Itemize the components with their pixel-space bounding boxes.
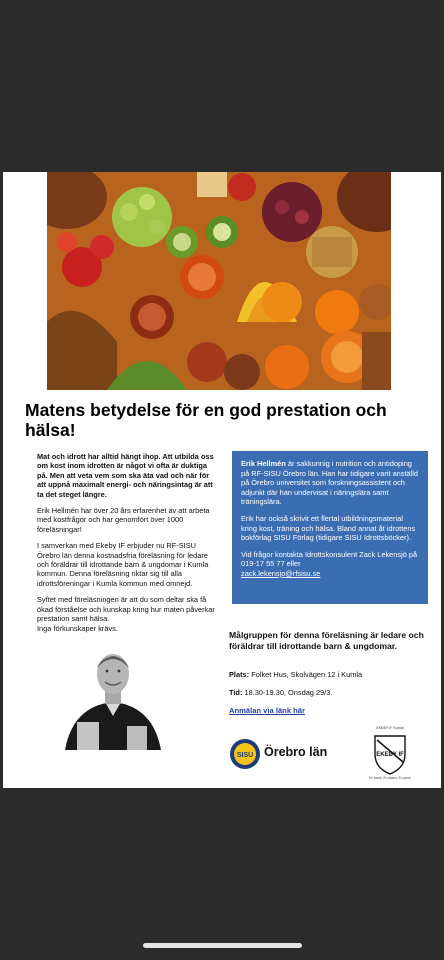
- time-info: [229, 688, 429, 697]
- ekeby-if-logo: [365, 726, 415, 782]
- description-column: [37, 452, 219, 640]
- ekeby-shield-icon: [365, 732, 415, 776]
- speaker-publications: Erik har också skrivit ett flertal utbildningsmaterial kring kost, träning och hälsa. Bland annat åt idrottens bokförlag SISU Förlag (tidigare SISU Idrottsböcker).: [241, 513, 416, 543]
- target-group-text: Målgruppen för denna föreläsning är ledare och föräldrar till idrottande barn & ungdomar.: [229, 630, 424, 651]
- sisu-badge-text: SISU: [236, 752, 254, 759]
- food-hero-image: [47, 172, 391, 390]
- purpose-paragraph: Syftet med föreläsningen är att du som deltar ska få ökad förståelse och kunskap kring hur maten påverkar prestation samt hälsa.: [37, 595, 215, 624]
- time-value: 18.30-19.30, Onsdag 29/3.: [242, 688, 333, 697]
- collaboration-paragraph: I samverkan med Ekeby IF erbjuder nu RF-SISU Örebro län denna kostnadsfria föreläsning för ledare och föräldrar till idrottande barn & ungdomar i Kumla kommun. Denna föreläsning riktar sig till alla idrottsföreningar i Kumla kommun med omnejd.: [37, 541, 209, 588]
- contact-text: Vid frågor kontakta Idrottskonsulent Zack Lekensjö på 019-17 55 77 eller: [241, 549, 418, 569]
- time-label: Tid:: [229, 688, 243, 697]
- poster-title: Matens betydelse för en god prestation och hälsa!: [25, 400, 387, 440]
- experience-paragraph: Erik Hellmén har över 20 års erfarenhet av att arbeta med kostfrågor och har genomfört över 1000 föreläsningar!: [37, 506, 210, 534]
- orebro-lan-text: Örebro län: [264, 745, 328, 759]
- sisu-badge-icon: [229, 738, 261, 770]
- speaker-info-box: [232, 451, 428, 604]
- lead-paragraph: Mat och idrott har alltid hängt ihop. Att utbilda oss om kost inom idrotten är något vi ofta är duktiga på. Men att veta vem som ska äta vad och när för att uppnå maximalt energi- och näringsintag är att ta det steget längre.: [37, 452, 214, 499]
- ekeby-motto: En klubb, En bladm, En arme: [369, 776, 411, 780]
- ekeby-shield-text: EKEBY IF: [376, 752, 404, 758]
- rf-sisu-orebro-logo: [229, 738, 349, 772]
- speaker-bio: [241, 459, 419, 507]
- signup-link[interactable]: Anmälan via länk här: [229, 706, 305, 715]
- speaker-name: Erik Hellmén: [241, 459, 286, 468]
- place-info: [229, 670, 429, 679]
- poster-page: [3, 172, 441, 788]
- contact-email-link[interactable]: zack.lekensjo@rfsisu.se: [241, 568, 321, 578]
- speaker-portrait: [63, 644, 163, 750]
- ekeby-top-text: EKEBY IF Kumla: [376, 726, 404, 730]
- home-indicator[interactable]: [143, 943, 302, 948]
- place-label: Plats:: [229, 670, 250, 679]
- place-value: Folket Hus, Skolvägen 12 i Kumla: [249, 670, 363, 679]
- speaker-bio-text: är sakkunnig i nutrition och antidoping på RF-SISU Örebro län. Han har tidigare varit anställd på Örebro universitet som forskningsassistent och adjunkt där han undervisat i näringslära samt träningslära.: [241, 459, 419, 507]
- prerequisites-paragraph: Inga förkunskaper krävs.: [37, 623, 118, 633]
